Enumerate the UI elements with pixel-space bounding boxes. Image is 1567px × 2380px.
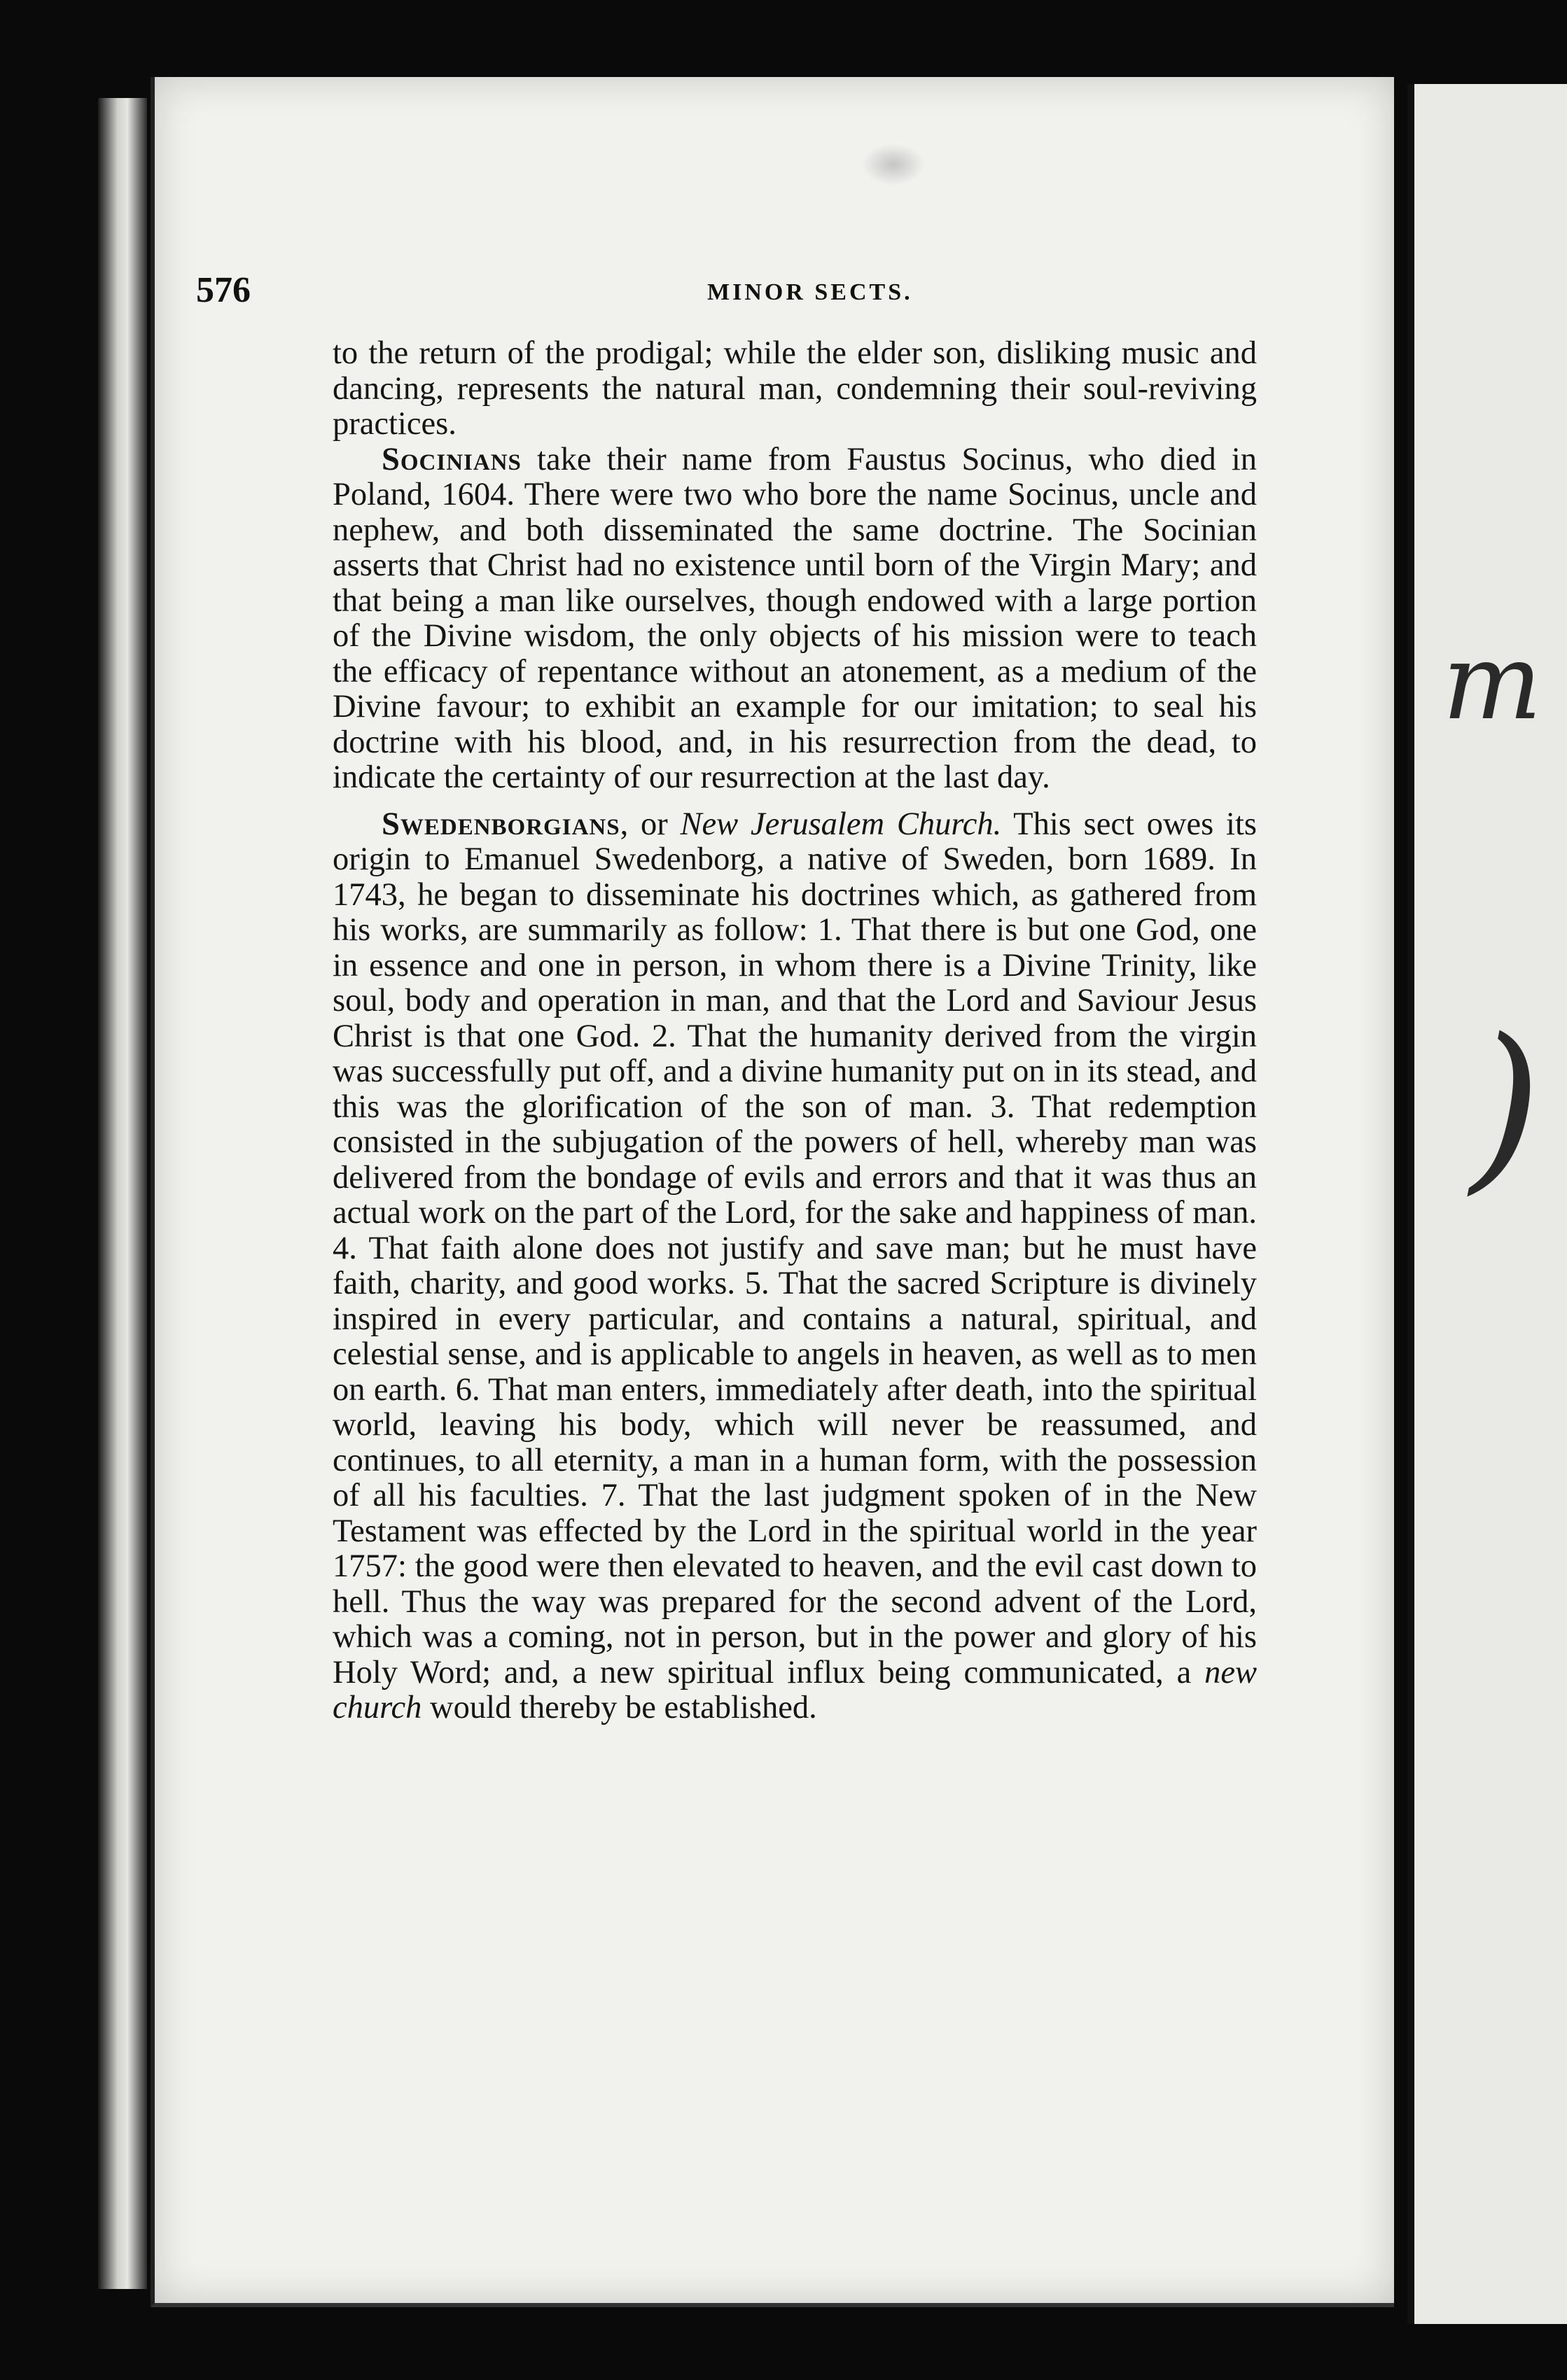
- page-edge: [98, 98, 147, 2289]
- body-text: [333, 336, 1257, 1726]
- paragraph-swedenborgians-or: , or: [620, 806, 681, 842]
- facing-page: [1407, 84, 1567, 2324]
- paragraph-swedenborgians-text: This sect owes its origin to Emanuel Swedenborg, a native of Sweden, born 1689. In 1743, he began to disseminate his doctrines which, as gathered from his works, are summarily as follow: 1. That there is but one God, one in essence and one in person, in whom there is a Divine Trinity, like soul, body and operation in man, and that the Lord and Saviour Jesus Christ is that one God. 2. That the humanity derived from the virgin was successfully put off, and a divine humanity put on in its stead, and this was the glorification of the son of man. 3. That redemption consisted in the subjugation of the powers of hell, whereby man was delivered from the bondage of evils and errors and that it was thus an actual work on the part of the Lord, for the sake and happiness of man. 4. That faith alone does not justify and save man; but he must have faith, charity, and good works. 5. That the sacred Scripture is divinely inspired in every particular, and contains a natural, spiritual, and celestial sense, and is applicable to angels in heaven, as well as to men on earth. 6. That man enters, immediately after death, into the spiritual world, leaving his body, which will never be reassumed, and continues, to all eternity, a man in a human form, with the possession of all his faculties. 7. That the last judgment spoken of in the New Testament was effected by the Lord in the spiritual world in the year 1757: the good were then elevated to heaven, and the evil cast down to hell. Thus the way was prepared for the second advent of the Lord, which was a coming, not in person, but in the power and glory of his Holy Word; and, a new spiritual influx being communicated, a: [333, 806, 1257, 1690]
- paragraph-swedenborgians: [333, 807, 1257, 1726]
- page-header: [196, 270, 1260, 318]
- paper-blemish: [862, 144, 925, 186]
- entry-heading-swedenborgians: Swedenborgians: [382, 806, 620, 842]
- paragraph-prodigal: to the return of the prodigal; while the elder son, disliking music and dancing, represents the natural man, condemning their soul-reviving practices.: [333, 335, 1257, 442]
- paragraph-swedenborgians-tail: would thereby be established.: [422, 1690, 817, 1726]
- paragraph-socinians-text: take their name from Faustus Socinus, who died in Poland, 1604. There were two who bore the name Socinus, uncle and nephew, and both disseminated the same doctrine. The Socinian asserts that Christ had no existence until born of the Virgin Mary; and that being a man like ourselves, though endowed with a large portion of the Divine wisdom, the only objects of his mission were to teach the efficacy of repentance without an atonement, as a medium of the Divine favour; to exhibit an example for our imitation; to seal his doctrine with his blood, and, in his resurrection from the dead, to indicate the certainty of our resurrection at the last day.: [333, 441, 1257, 795]
- entry-heading-socinians: Socinians: [382, 441, 522, 477]
- paragraph-socinians: [333, 442, 1257, 796]
- entry-alias-new-jerusalem: New Jerusalem Church.: [680, 806, 1002, 842]
- new-church-italic: new church: [333, 1654, 1257, 1726]
- handwritten-mark: m: [1442, 622, 1542, 743]
- page-number: 576: [196, 270, 251, 310]
- running-head: MINOR SECTS.: [707, 279, 913, 305]
- handwritten-mark: ): [1470, 1000, 1542, 1212]
